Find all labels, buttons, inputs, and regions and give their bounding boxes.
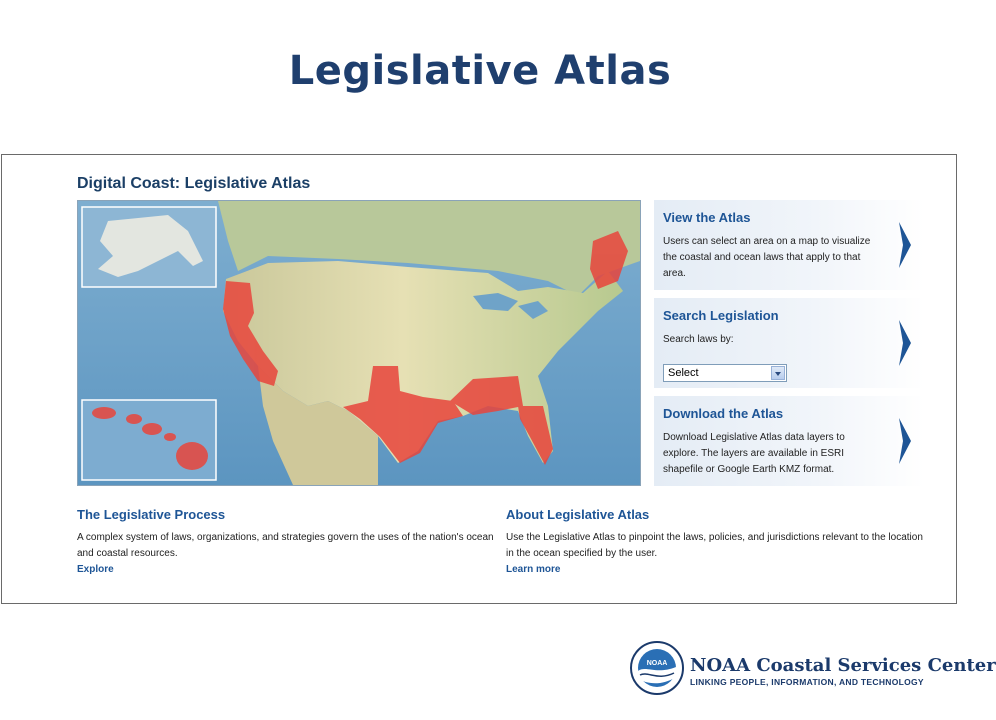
chevron-down-icon[interactable] [771,366,785,380]
about-atlas-title[interactable]: About Legislative Atlas [506,507,650,522]
panel-download-atlas[interactable] [654,396,924,486]
view-atlas-link[interactable]: View the Atlas [663,210,751,225]
website-screenshot [1,154,957,604]
legislative-process-text: A complex system of laws, organizations, and strategies govern the uses of the nation's ocean and coastal resources. [77,532,494,559]
select-value: Select [668,367,699,379]
panel-search-legislation[interactable] [654,298,924,388]
atlas-map[interactable] [77,200,641,486]
brand-name: NOAA Coastal Services Center [690,655,996,676]
noaa-logo-icon [630,641,684,695]
view-atlas-description: Users can select an area on a map to visualize the coastal and ocean laws that apply to that area. [663,236,871,279]
chevron-right-icon[interactable] [896,416,914,466]
about-atlas-section [506,507,926,578]
logo-text: NOAA [646,660,668,667]
download-atlas-link[interactable]: Download the Atlas [663,406,784,421]
download-atlas-description: Download Legislative Atlas data layers to explore. The layers are available in ESRI shapefile or Google Earth KMZ format. [663,432,845,475]
about-atlas-text: Use the Legislative Atlas to pinpoint the laws, policies, and jurisdictions relevant to the location in the ocean specified by the user. [506,532,923,559]
search-by-select[interactable] [663,364,787,382]
chevron-right-icon[interactable] [896,318,914,368]
chevron-right-icon[interactable] [896,220,914,270]
learn-more-link[interactable]: Learn more [506,564,561,575]
map-graphic [78,201,640,485]
panel-view-atlas[interactable] [654,200,924,290]
legislative-process-title[interactable]: The Legislative Process [77,507,226,522]
search-legislation-link[interactable]: Search Legislation [663,308,779,323]
brand-tagline: LINKING PEOPLE, INFORMATION, AND TECHNOLOGY [690,677,924,687]
legislative-process-section [77,507,497,578]
page-title: Digital Coast: Legislative Atlas [77,175,311,192]
slide-title: Legislative Atlas [288,48,672,94]
explore-link[interactable]: Explore [77,564,114,575]
search-laws-label: Search laws by: [663,334,734,345]
